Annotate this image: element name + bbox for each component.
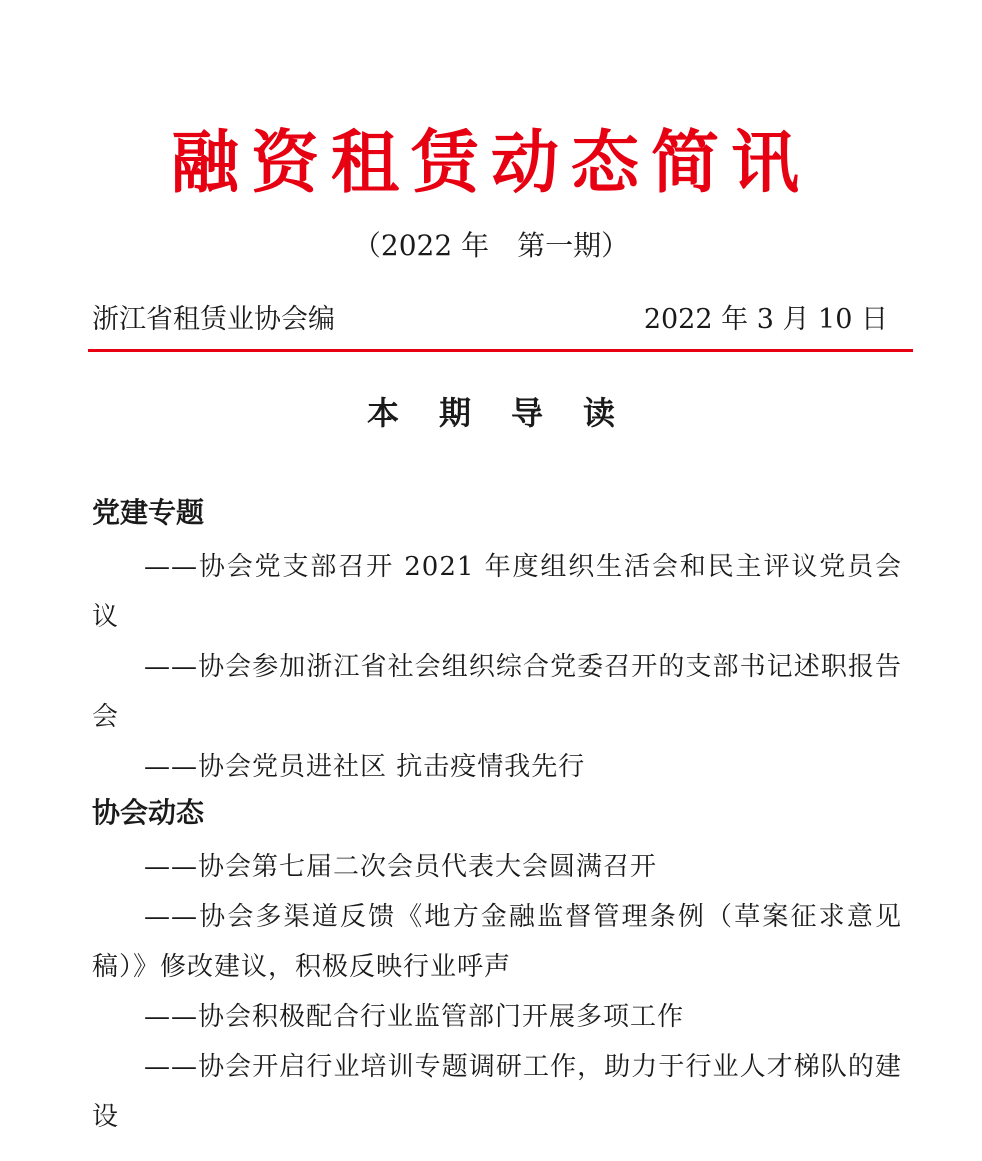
list-item: ——协会积极配合行业监管部门开展多项工作 (144, 1002, 685, 1032)
section-association-news (92, 792, 902, 1142)
list-item: ——协会第七届二次会员代表大会圆满召开 (144, 852, 658, 882)
issue-number: （2022 年 第一期） (352, 229, 630, 262)
editor-line: 浙江省租赁业协会编 (92, 304, 335, 335)
publish-date: 2022 年 3 月 10 日 (643, 304, 888, 335)
section-heading: 党建专题 (92, 496, 205, 529)
list-item: ——协会开启行业培训专题调研工作，助力于行业人才梯队的建设 (92, 1052, 902, 1132)
red-divider (88, 349, 913, 352)
section-heading: 协会动态 (92, 796, 205, 829)
list-item: ——协会党支部召开 2021 年度组织生活会和民主评议党员会议 (92, 552, 902, 632)
masthead-title: 融资租赁动态简讯 (170, 123, 811, 203)
list-item: ——协会党员进社区 抗击疫情我先行 (144, 752, 586, 782)
section-party-building (92, 492, 902, 792)
guide-title: 本期导读 (366, 394, 655, 432)
list-item: ——协会多渠道反馈《地方金融监督管理条例（草案征求意见稿）》修改建议，积极反映行业呼声 (92, 902, 902, 982)
list-item: ——协会参加浙江省社会组织综合党委召开的支部书记述职报告会 (92, 652, 902, 732)
